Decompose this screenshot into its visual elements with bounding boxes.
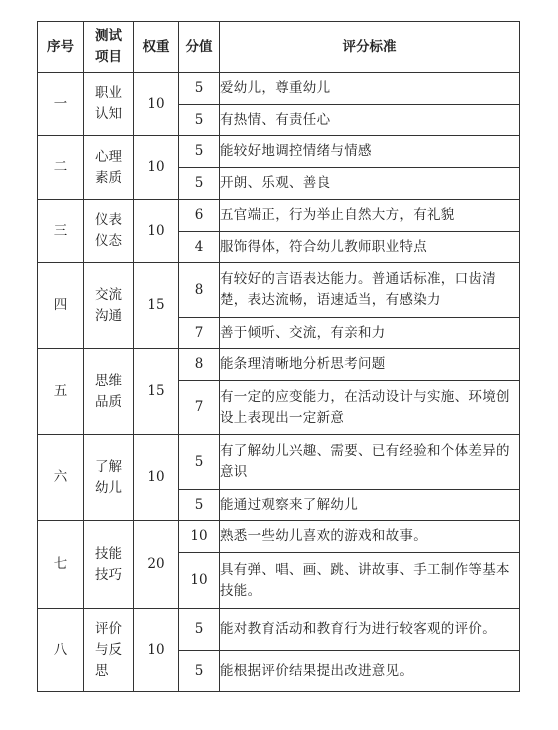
weight-cell: 10 — [134, 136, 179, 200]
criteria-cell: 具有弹、唱、画、跳、讲故事、手工制作等基本技能。 — [220, 553, 520, 609]
weight-cell: 10 — [134, 609, 179, 692]
item-name-line: 技能 — [95, 545, 122, 562]
item-name-line: 评价 — [95, 620, 122, 637]
table-row — [38, 73, 520, 105]
criteria-cell: 熟悉一些幼儿喜欢的游戏和故事。 — [220, 521, 520, 553]
item-name-cell — [84, 521, 134, 609]
seq-cell: 一 — [38, 73, 84, 136]
score-cell: 10 — [179, 553, 220, 609]
item-name-cell — [84, 73, 134, 136]
item-name-cell — [84, 200, 134, 263]
item-name-cell — [84, 136, 134, 200]
criteria-cell: 爱幼儿，尊重幼儿 — [220, 73, 520, 105]
score-cell: 8 — [179, 263, 220, 318]
item-name-line: 与反 — [95, 641, 122, 658]
item-name-line: 认知 — [95, 106, 122, 122]
score-cell: 5 — [179, 168, 220, 200]
item-name-line: 了解 — [95, 458, 122, 475]
item-name-cell — [84, 349, 134, 435]
criteria-cell: 有一定的应变能力，在活动设计与实施、环境创设上表现出一定新意 — [220, 381, 520, 435]
header-score: 分值 — [179, 22, 220, 73]
item-name-cell — [84, 263, 134, 349]
header-item-line2: 项目 — [95, 49, 122, 65]
header-seq: 序号 — [38, 22, 84, 73]
item-name-cell — [84, 609, 134, 692]
table-row — [38, 435, 520, 490]
criteria-cell: 有热情、有责任心 — [220, 105, 520, 136]
seq-cell: 三 — [38, 200, 84, 263]
seq-cell: 四 — [38, 263, 84, 349]
score-cell: 5 — [179, 73, 220, 105]
item-name-line: 技巧 — [95, 566, 122, 583]
table-row — [38, 609, 520, 651]
item-name-line: 仪态 — [95, 233, 122, 249]
header-row — [38, 22, 520, 73]
score-cell: 10 — [179, 521, 220, 553]
score-cell: 5 — [179, 609, 220, 651]
item-name-line: 仪表 — [95, 212, 122, 228]
seq-cell: 七 — [38, 521, 84, 609]
criteria-cell: 五官端正，行为举止自然大方，有礼貌 — [220, 200, 520, 232]
item-name-line: 幼儿 — [95, 479, 122, 496]
table-row — [38, 349, 520, 381]
criteria-cell: 能通过观察来了解幼儿 — [220, 490, 520, 521]
item-name-line: 品质 — [95, 393, 122, 410]
evaluation-table — [37, 21, 520, 692]
table-row — [38, 200, 520, 232]
weight-cell: 10 — [134, 200, 179, 263]
criteria-cell: 能根据评价结果提出改进意见。 — [220, 651, 520, 692]
score-cell: 5 — [179, 490, 220, 521]
item-name-line: 沟通 — [95, 307, 122, 324]
criteria-cell: 有了解幼儿兴趣、需要、已有经验和个体差异的意识 — [220, 435, 520, 490]
header-item — [84, 22, 134, 73]
criteria-cell: 能较好地调控情绪与情感 — [220, 136, 520, 168]
score-cell: 5 — [179, 136, 220, 168]
weight-cell: 10 — [134, 73, 179, 136]
criteria-cell: 有较好的言语表达能力。普通话标准，口齿清楚，表达流畅，语速适当，有感染力 — [220, 263, 520, 318]
score-cell: 7 — [179, 381, 220, 435]
criteria-cell: 服饰得体，符合幼儿教师职业特点 — [220, 232, 520, 263]
weight-cell: 20 — [134, 521, 179, 609]
criteria-cell: 能条理清晰地分析思考问题 — [220, 349, 520, 381]
weight-cell: 15 — [134, 263, 179, 349]
score-cell: 5 — [179, 435, 220, 490]
score-cell: 6 — [179, 200, 220, 232]
table-body — [38, 73, 520, 692]
seq-cell: 六 — [38, 435, 84, 521]
weight-cell: 10 — [134, 435, 179, 521]
score-cell: 5 — [179, 105, 220, 136]
header-item-line1: 测试 — [95, 28, 122, 44]
item-name-line: 思 — [95, 662, 109, 679]
item-name-line: 素质 — [95, 169, 122, 186]
item-name-line: 心理 — [95, 148, 122, 165]
table-row — [38, 136, 520, 168]
criteria-cell: 开朗、乐观、善良 — [220, 168, 520, 200]
score-cell: 7 — [179, 318, 220, 349]
table-row — [38, 263, 520, 318]
score-cell: 5 — [179, 651, 220, 692]
seq-cell: 二 — [38, 136, 84, 200]
item-name-cell — [84, 435, 134, 521]
seq-cell: 五 — [38, 349, 84, 435]
weight-cell: 15 — [134, 349, 179, 435]
header-criteria: 评分标准 — [220, 22, 520, 73]
item-name-line: 交流 — [95, 286, 122, 303]
header-weight: 权重 — [134, 22, 179, 73]
table-row — [38, 521, 520, 553]
seq-cell: 八 — [38, 609, 84, 692]
score-cell: 4 — [179, 232, 220, 263]
item-name-line: 职业 — [95, 85, 122, 101]
score-cell: 8 — [179, 349, 220, 381]
item-name-line: 思维 — [95, 372, 122, 389]
criteria-cell: 善于倾听、交流，有亲和力 — [220, 318, 520, 349]
criteria-cell: 能对教育活动和教育行为进行较客观的评价。 — [220, 609, 520, 651]
